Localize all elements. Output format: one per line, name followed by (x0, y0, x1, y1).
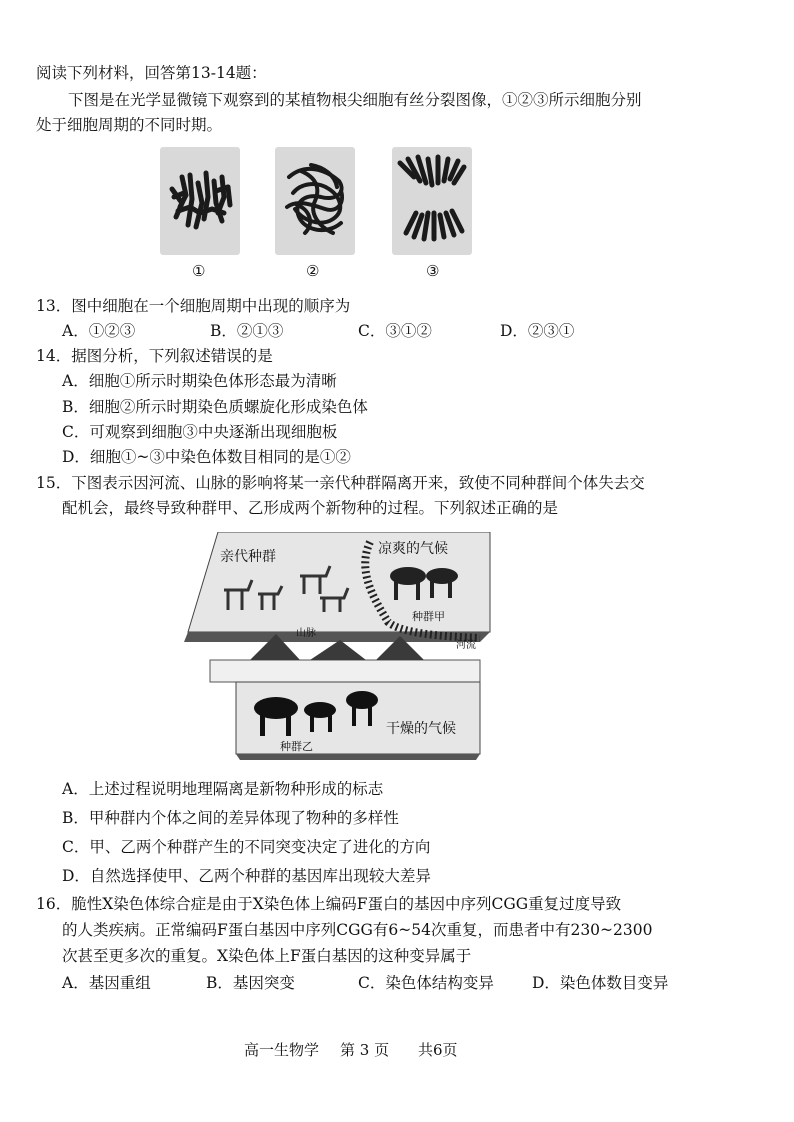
cell-label-3: ③ (426, 262, 440, 280)
footer-subject: 高一生物学 (244, 1041, 320, 1059)
question-16-stem-line2: 的人类疾病。正常编码F蛋白基因中序列CGG有6~54次重复，而患者中有230~2300 (62, 921, 653, 939)
q14-option-a: A．细胞①所示时期染色体形态最为清晰 (62, 372, 337, 390)
label-cool-climate: 凉爽的气候 (378, 541, 448, 557)
q13-option-d: D．②③① (500, 322, 575, 340)
q15-option-d: D．自然选择使甲、乙两个种群的基因库出现较大差异 (62, 867, 431, 885)
q16-option-d: D．染色体数目变异 (532, 974, 669, 992)
footer-total-pages: 共6页 (418, 1041, 458, 1059)
cell-image-3 (392, 147, 472, 255)
cell-image-2 (275, 147, 355, 255)
q13-option-c: C．③①② (358, 322, 432, 340)
question-14-stem: 14．据图分析，下列叙述错误的是 (36, 347, 273, 365)
cell-image-1 (160, 147, 240, 255)
q14-option-d: D．细胞①~③中染色体数目相同的是①② (62, 448, 351, 466)
question-15-stem-line1: 15．下图表示因河流、山脉的影响将某一亲代种群隔离开来，致使不同种群间个体失去交 (36, 474, 645, 492)
label-river: 河流 (456, 640, 476, 651)
q14-option-c: C．可观察到细胞③中央逐渐出现细胞板 (62, 423, 338, 441)
question-13-stem: 13．图中细胞在一个细胞周期中出现的顺序为 (36, 297, 351, 315)
label-population-a: 种群甲 (412, 610, 445, 623)
cell-label-1: ① (192, 262, 206, 280)
q13-option-a: A．①②③ (62, 322, 136, 340)
speciation-figure (180, 532, 500, 760)
prophase-chromatin-drawing (275, 147, 355, 255)
label-parent-population: 亲代种群 (220, 549, 276, 565)
question-16-stem-line3: 次甚至更多次的重复。X染色体上F蛋白基因的这种变异属于 (62, 947, 472, 965)
q16-option-c: C．染色体结构变异 (358, 974, 494, 992)
metaphase-chromosomes-drawing (160, 147, 240, 255)
footer-page-number: 第 3 页 (340, 1041, 390, 1059)
cell-label-2: ② (306, 262, 320, 280)
section-intro: 阅读下列材料，回答第13-14题： (36, 64, 267, 82)
label-population-b: 种群乙 (280, 740, 313, 753)
material-text-line2: 处于细胞周期的不同时期。 (36, 116, 223, 134)
q15-option-a: A．上述过程说明地理隔离是新物种形成的标志 (62, 780, 384, 798)
q15-option-b: B．甲种群内个体之间的差异体现了物种的多样性 (62, 809, 399, 827)
q16-option-b: B．基因突变 (206, 974, 295, 992)
label-dry-climate: 干燥的气候 (386, 721, 456, 737)
label-mountain: 山脉 (296, 628, 316, 639)
question-15-stem-line2: 配机会，最终导致种群甲、乙形成两个新物种的过程。下列叙述正确的是 (62, 499, 559, 517)
q14-option-b: B．细胞②所示时期染色质螺旋化形成染色体 (62, 398, 368, 416)
anaphase-chromosomes-drawing (392, 147, 472, 255)
material-text-line1: 下图是在光学显微镜下观察到的某植物根尖细胞有丝分裂图像，①②③所示细胞分别 (68, 91, 642, 109)
question-16-stem-line1: 16．脆性X染色体综合症是由于X染色体上编码F蛋白的基因中序列CGG重复过度导致 (36, 895, 622, 913)
q13-option-b: B．②①③ (210, 322, 284, 340)
q16-option-a: A．基因重组 (62, 974, 151, 992)
q15-option-c: C．甲、乙两个种群产生的不同突变决定了进化的方向 (62, 838, 431, 856)
